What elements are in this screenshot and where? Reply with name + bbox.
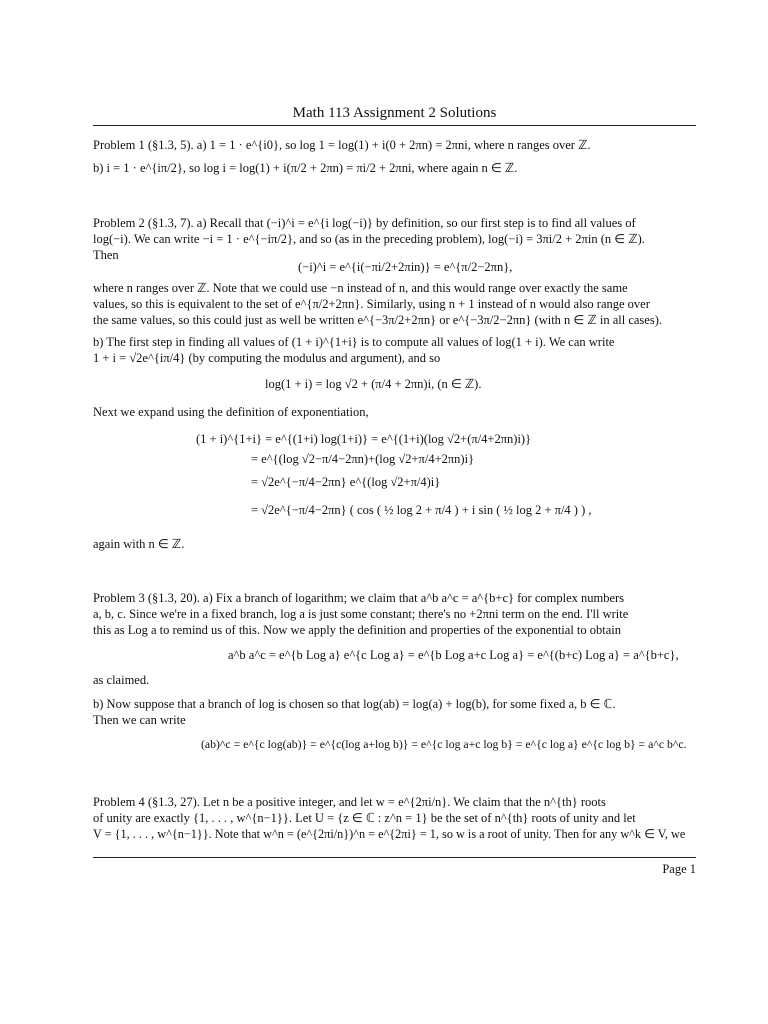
problem-2-line-8: 1 + i = √2e^{iπ/4} (by computing the modulus and argument), and so: [93, 351, 441, 365]
problem-2-line-5: values, so this is equivalent to the set of e^{π/2+2πn}. Similarly, using n + 1 instead of n would also range over: [93, 297, 650, 311]
problem-2-line-6: the same values, so this could just as well be written e^{−3π/2+2πn} or e^{−3π/2−2πn} (with n ∈ ℤ in all cases).: [93, 313, 662, 327]
problem-3-line-3: this as Log a to remind us of this. Now we apply the definition and properties of the exponential to obtain: [93, 623, 622, 637]
problem-2-equation-3b: = e^{(log √2−π/4−2πn)+(log √2+π/4+2πn)i}: [251, 452, 475, 466]
problem-1-line-2: b) i = 1 · e^{iπ/2}, so log i = log(1) + i(π/2 + 2πn) = πi/2 + 2πni, where again n ∈ ℤ.: [93, 161, 518, 175]
problem-1-line-1: Problem 1 (§1.3, 5). a) 1 = 1 · e^{i0}, so log 1 = log(1) + i(0 + 2πn) = 2πni, where n ranges over ℤ.: [93, 138, 591, 152]
problem-2-line-3: Then: [93, 248, 119, 262]
problem-2-line-2: log(−i). We can write −i = 1 · e^{−iπ/2}, and so (as in the preceding problem), log(−i) = 3πi/2 + 2πin (n ∈ ℤ).: [93, 232, 645, 246]
problem-2-equation-2: log(1 + i) = log √2 + (π/4 + 2πn)i, (n ∈ ℤ).: [265, 377, 482, 391]
problem-4-line-3: V = {1, . . . , w^{n−1}}. Note that w^n = (e^{2πi/n})^n = e^{2πi} = 1, so w is a root of unity. Then for any w^k ∈ V, we: [93, 827, 686, 841]
problem-3-equation-1: a^b a^c = e^{b Log a} e^{c Log a} = e^{b Log a+c Log a} = e^{(b+c) Log a} = a^{b+c},: [228, 648, 679, 662]
problem-3-line-1: Problem 3 (§1.3, 20). a) Fix a branch of logarithm; we claim that a^b a^c = a^{b+c} for complex numbers: [93, 591, 625, 605]
problem-4-line-1: Problem 4 (§1.3, 27). Let n be a positive integer, and let w = e^{2πi/n}. We claim that the n^{th} roots: [93, 795, 606, 809]
problem-3-line-4: as claimed.: [93, 673, 150, 687]
problem-3-line-2: a, b, c. Since we're in a fixed branch, log a is just some constant; there's no +2πni term on the end. I'll write: [93, 607, 629, 621]
problem-4-line-2: of unity are exactly {1, . . . , w^{n−1}}. Let U = {z ∈ ℂ : z^n = 1} be the set of n^{th} roots of unity and let: [93, 811, 636, 825]
problem-2-line-7: b) The first step in finding all values of (1 + i)^{1+i} is to compute all values of log(1 + i). We can write: [93, 335, 615, 349]
problem-2-equation-1: (−i)^i = e^{i(−πi/2+2πin)} = e^{π/2−2πn},: [298, 260, 513, 274]
page-title: Math 113 Assignment 2 Solutions: [292, 105, 497, 121]
problem-2-equation-3a: (1 + i)^{1+i} = e^{(1+i) log(1+i)} = e^{(1+i)(log √2+(π/4+2πn)i)}: [196, 432, 532, 446]
problem-2-line-1: Problem 2 (§1.3, 7). a) Recall that (−i)^i = e^{i log(−i)} by definition, so our first step is to find all values of: [93, 216, 636, 230]
problem-3-line-6: Then we can write: [93, 713, 186, 727]
problem-2-equation-3d: = √2e^{−π/4−2πn} ( cos ( ½ log 2 + π/4 ) + i sin ( ½ log 2 + π/4 ) ) ,: [251, 503, 592, 517]
problem-2-line-9: Next we expand using the definition of exponentiation,: [93, 405, 369, 419]
problem-3-equation-2: (ab)^c = e^{c log(ab)} = e^{c(log a+log b)} = e^{c log a+c log b} = e^{c log a} e^{c log b} = a^c b^c.: [201, 738, 687, 751]
problem-2-equation-3c: = √2e^{−π/4−2πn} e^{(log √2+π/4)i}: [251, 475, 441, 489]
header-rule: [93, 125, 696, 126]
footer-rule: [93, 857, 696, 858]
document-page: [93, 0, 696, 1024]
page-number: Page 1: [662, 862, 696, 876]
problem-3-line-5: b) Now suppose that a branch of log is chosen so that log(ab) = log(a) + log(b), for some fixed a, b ∈ ℂ.: [93, 697, 616, 711]
problem-2-line-10: again with n ∈ ℤ.: [93, 537, 185, 551]
problem-2-line-4: where n ranges over ℤ. Note that we could use −n instead of n, and this would range over exactly the same: [93, 281, 628, 295]
